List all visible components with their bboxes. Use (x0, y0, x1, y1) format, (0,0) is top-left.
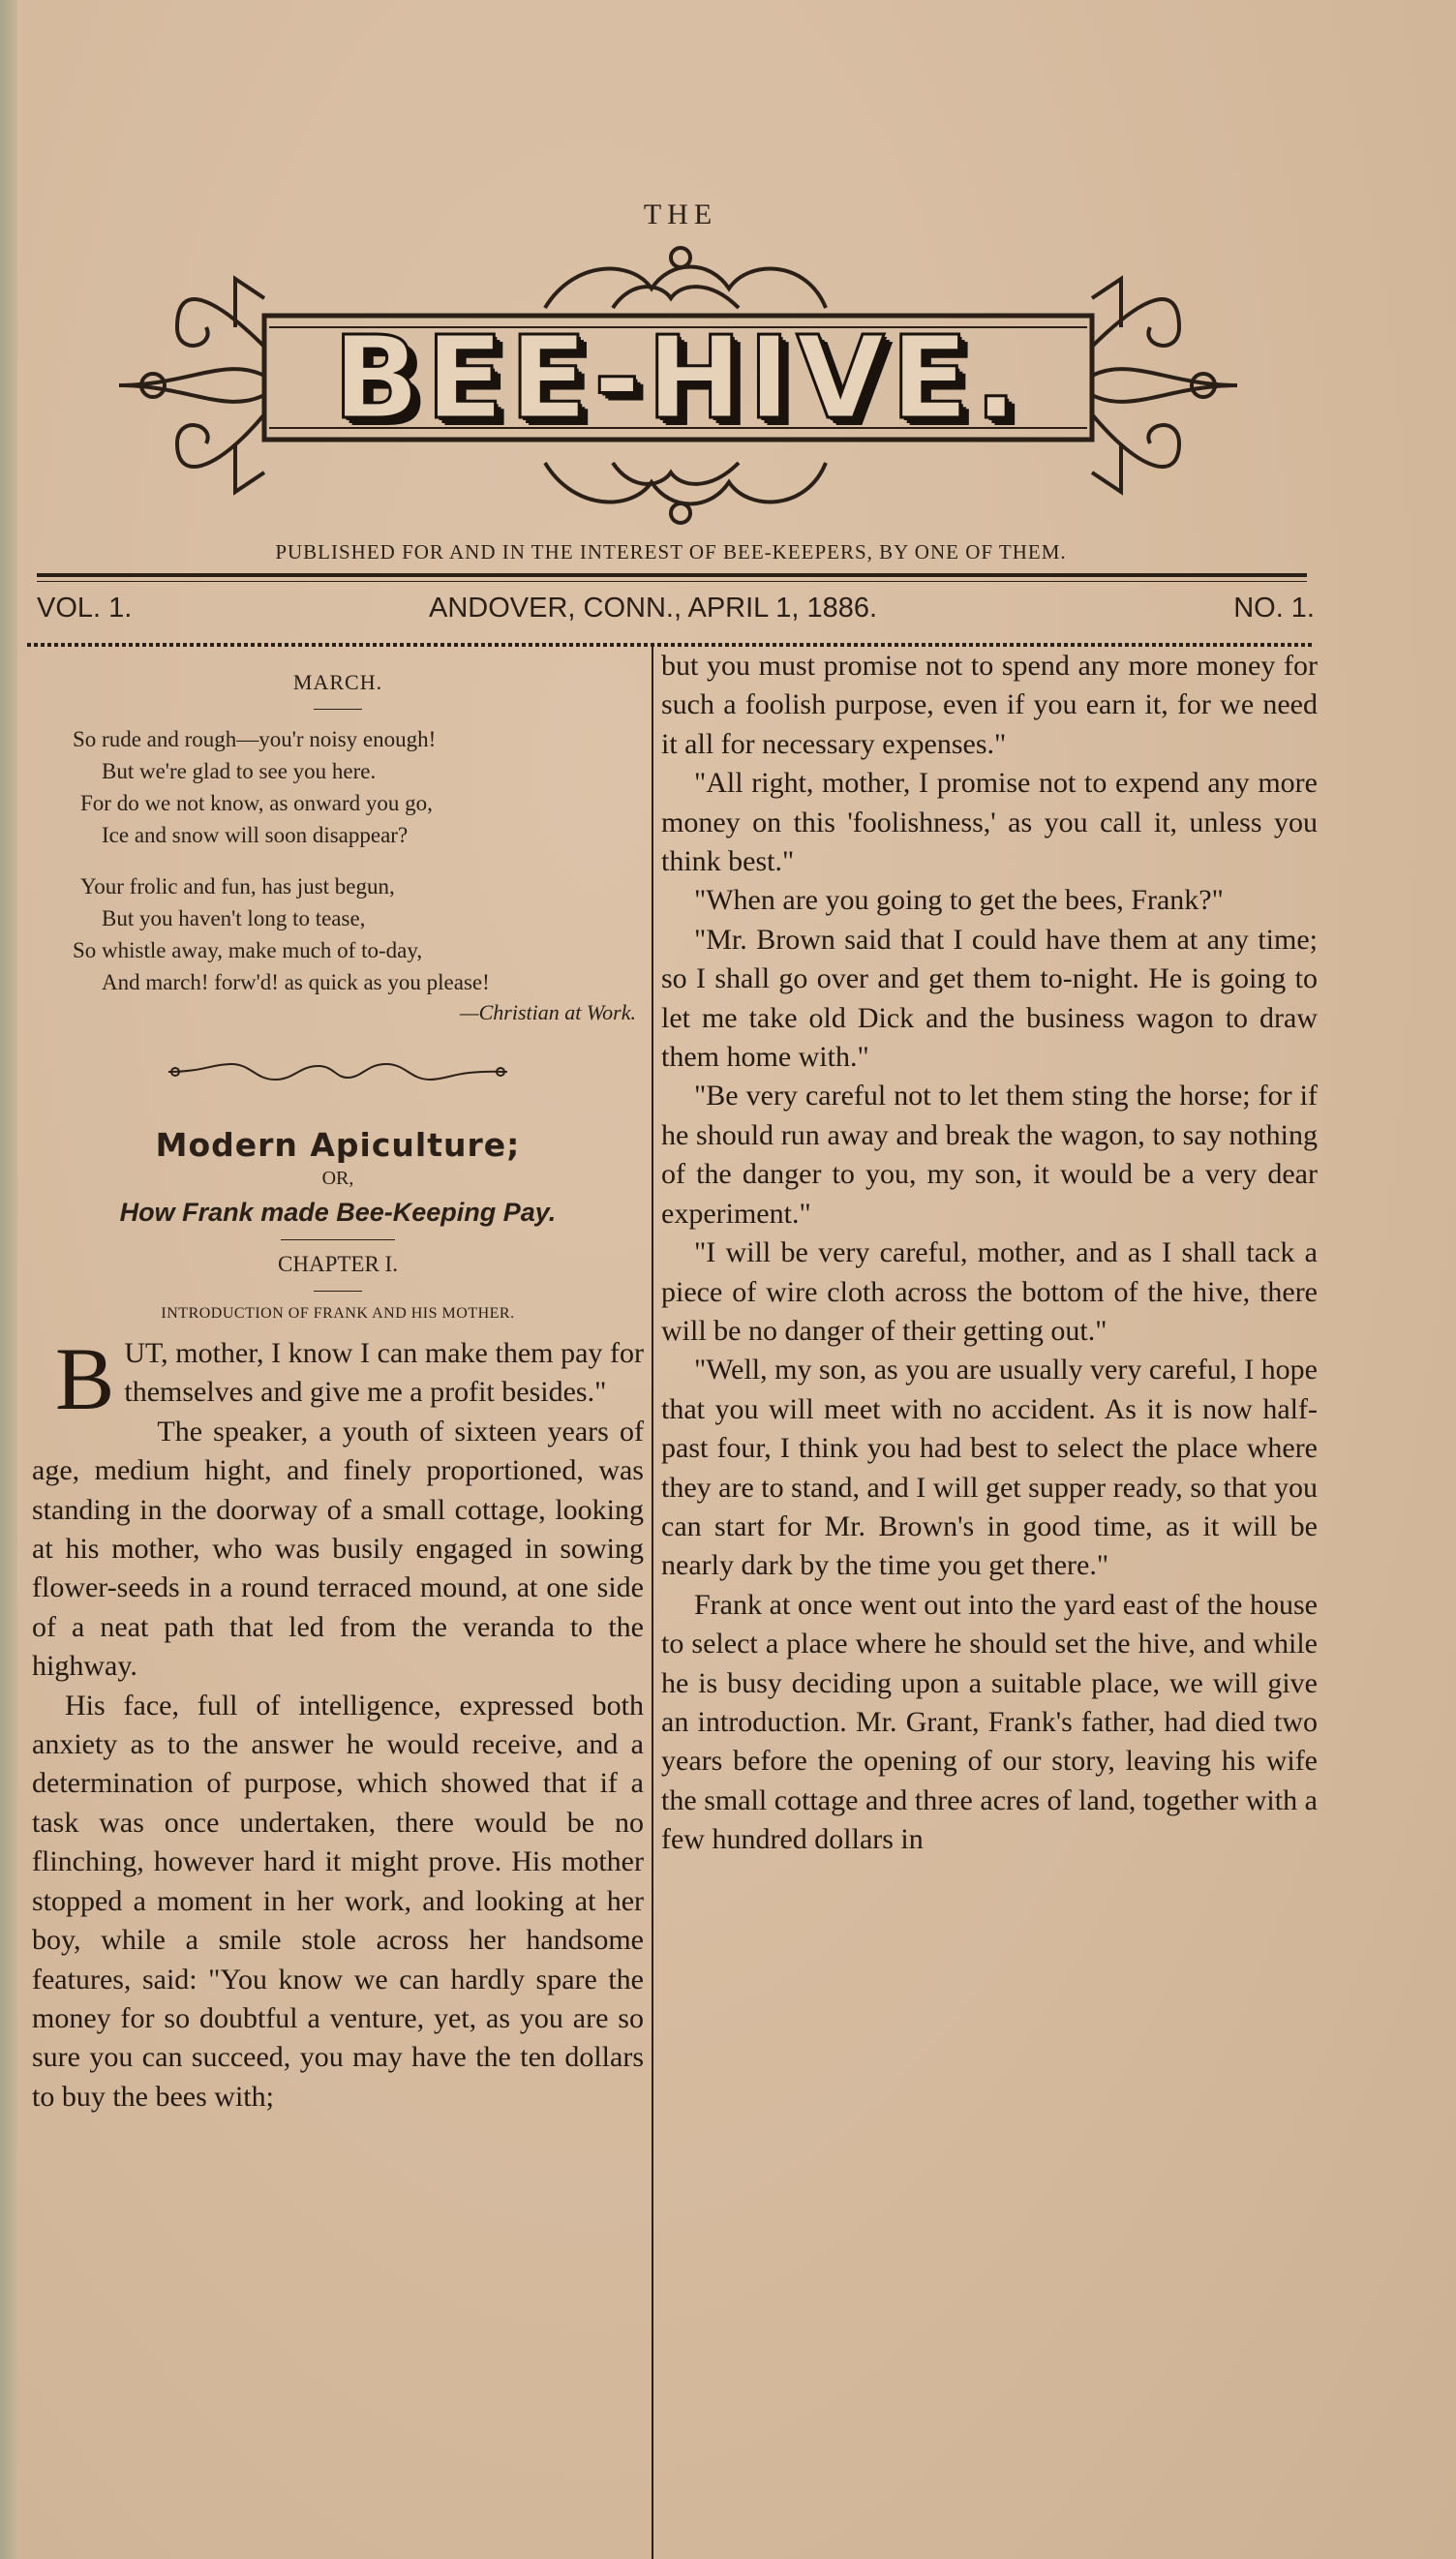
story-text-left (32, 1329, 644, 2117)
column-divider (652, 647, 653, 2559)
story-paragraph-text: UT, mother, I know I can make them pay for themselves and give me a profit besides." (124, 1337, 644, 1409)
story-subtitle: How Frank made Bee-Keeping Pay. (119, 1198, 557, 1227)
chapter-sub-rule (314, 1291, 362, 1292)
section-heading: INTRODUCTION OF FRANK AND HIS MOTHER. (161, 1305, 515, 1322)
chapter-heading: CHAPTER I. (278, 1252, 398, 1276)
story-paragraph: His face, full of intelligence, expressed both anxiety as to the answer he would receive, and a determination of purpose, which showed that if a task was once undertaken, there would be no flinching, however hard it might prove. His mother stopped a moment in her work, and looking at her boy, while a smile stole across her handsome features, said: "You know we can hardly spare the money for so doubtful a venture, yet, as you are so sure you can succeed, you may have the ten dollars to buy the bees with; (32, 1689, 644, 2113)
story-paragraph: but you must promise not to spend any more money for such a foolish purpose, even if you earn it, for we need it all for necessary expenses." (661, 650, 1318, 760)
poem-line: But you haven't long to tease, (102, 906, 366, 930)
poem-attribution: —Christian at Work. (460, 1000, 636, 1024)
poem-line: And march! forw'd! as quick as you please! (102, 970, 490, 994)
masthead-title: BEE-HIVE. (332, 311, 1024, 444)
story-or: OR, (321, 1168, 354, 1189)
story-paragraph: "When are you going to get the bees, Frank?" (694, 884, 1224, 917)
right-column (661, 647, 1318, 1860)
story-paragraph: "Well, my son, as you are usually very careful, I hope that you will meet with no accident. As it is now half-past four, I think you had best to select the place where they are to stand, and I will get supper ready, so that you can start for Mr. Brown's in good time, as it will be nearly dark by the time you get there." (661, 1354, 1318, 1582)
masthead-ornament (109, 240, 1247, 531)
story-paragraph: "All right, mother, I promise not to expend any more money on this 'foolishness,' as you call it, unless you think best." (661, 767, 1318, 878)
page-binding-edge (0, 0, 17, 2559)
dateline-number: NO. 1. (1233, 593, 1315, 624)
newspaper-page (17, 0, 1456, 2559)
story-paragraph (32, 1329, 644, 1428)
masthead-the: THE (643, 198, 718, 230)
dateline (27, 587, 1315, 635)
poem-line: Ice and snow will soon disappear? (102, 823, 409, 847)
poem-line: So whistle away, make much of to-day, (73, 938, 423, 962)
chapter-rule (281, 1239, 395, 1240)
masthead-tagline: PUBLISHED FOR AND IN THE INTEREST OF BEE-KEEPERS, BY ONE OF THEM. (275, 540, 1067, 564)
poem-line: But we're glad to see you here. (102, 759, 377, 783)
story-paragraph: The speaker, a youth of sixteen years of age, medium hight, and finely proportioned, was standing in the doorway of a small cottage, looking at his mother, who was busily engaged in sowing flower-seeds in a round terraced mound, at one side of a neat path that led from the veranda to the highway. (32, 1415, 644, 1683)
story-paragraph: Frank at once went out into the yard east of the house to select a place where he should set the hive, and while he is busy deciding upon a suitable place, we will give an introduction. Mr. Grant, Frank's father, had died two years before the opening of our story, leaving his wife the small cottage and three acres of land, together with a few hundred dollars in (661, 1588, 1318, 1856)
dateline-place-date: ANDOVER, CONN., APRIL 1, 1886. (429, 593, 878, 624)
story-title: Modern Apiculture; (155, 1126, 521, 1164)
drop-cap: B (55, 1329, 115, 1428)
masthead-rule (37, 573, 1307, 577)
story-paragraph: "I will be very careful, mother, and as I shall tack a piece of wire cloth across the bottom of the hive, there will be no danger of their getting out." (661, 1236, 1318, 1347)
dateline-volume: VOL. 1. (37, 593, 133, 624)
poem-title: MARCH. (292, 670, 383, 694)
poem-line: So rude and rough—you'r noisy enough! (73, 727, 437, 751)
poem-title-rule (314, 709, 362, 710)
poem-line: Your frolic and fun, has just begun, (80, 874, 395, 899)
poem-stanza-2 (32, 870, 644, 998)
flourish-divider-icon (164, 1060, 512, 1083)
left-column (32, 647, 644, 2117)
story-paragraph: "Mr. Brown said that I could have them at any time; so I shall go over and get them to-night. He is going to let me take old Dick and the business wagon to draw them home with." (661, 923, 1318, 1074)
poem-line: For do we not know, as onward you go, (80, 791, 433, 815)
poem-stanza-1 (32, 723, 644, 851)
story-paragraph: "Be very careful not to let them sting the horse; for if he should run away and break the wagon, to say nothing of the danger to you, my son, it would be a very dear experiment." (661, 1080, 1318, 1230)
masthead-rule-thin (37, 581, 1307, 582)
story-text-right (661, 647, 1318, 1860)
